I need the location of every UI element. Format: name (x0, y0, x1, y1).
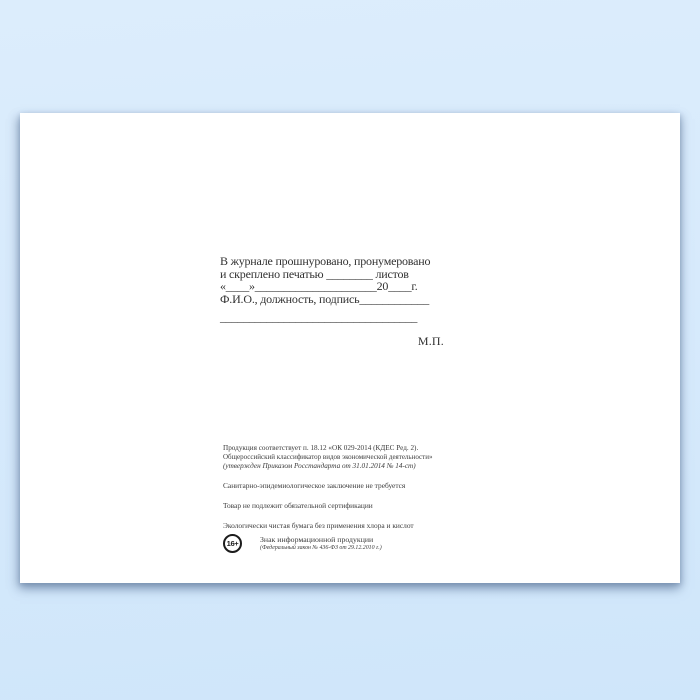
stamp-line-date: «____»_____________________20____г. (220, 279, 418, 294)
stamp-line-signature-rule: __________________________________ (220, 310, 418, 325)
stamp-line-laced: В журнале прошнуровано, пронумеровано (220, 254, 431, 268)
age-rating-16plus-icon: 16+ (223, 534, 242, 553)
compliance-paragraph (223, 444, 432, 472)
information-product-sign-row (223, 534, 432, 553)
information-product-sign-title: Знак информационной продукции (260, 534, 374, 544)
lacing-certification-block (220, 255, 446, 348)
compliance-line-1: Продукция соответствует п. 18.12 «ОК 029-2014 (КДЕС Ред. 2). (223, 444, 419, 452)
compliance-line-3-approved-by: (утвержден Приказом Росстандарта от 31.01.2014 № 14-ст) (223, 462, 416, 471)
information-product-sign-law: (Федеральный закон № 436-ФЗ от 29.12.2010 г.) (260, 545, 382, 552)
seal-place-label: М.П. (417, 333, 444, 348)
stamp-line-sealed-sheets: и скреплено печатью ________ листов (220, 266, 409, 281)
compliance-line-2: Общероссийский классификатор видов экономической деятельности» (223, 453, 433, 462)
stamp-line-name-position-signature: Ф.И.О., должность, подпись____________ (220, 291, 430, 306)
information-product-sign-text (260, 536, 382, 553)
statement-certification: Товар не подлежит обязательной сертификации (223, 500, 373, 510)
statement-eco-paper: Экологически чистая бумага без применения хлора и кислот (223, 520, 414, 530)
journal-back-page (20, 113, 680, 583)
statement-sanitary: Санитарно-эпидемиологическое заключение не требуется (223, 480, 406, 490)
product-info-block (223, 444, 432, 553)
